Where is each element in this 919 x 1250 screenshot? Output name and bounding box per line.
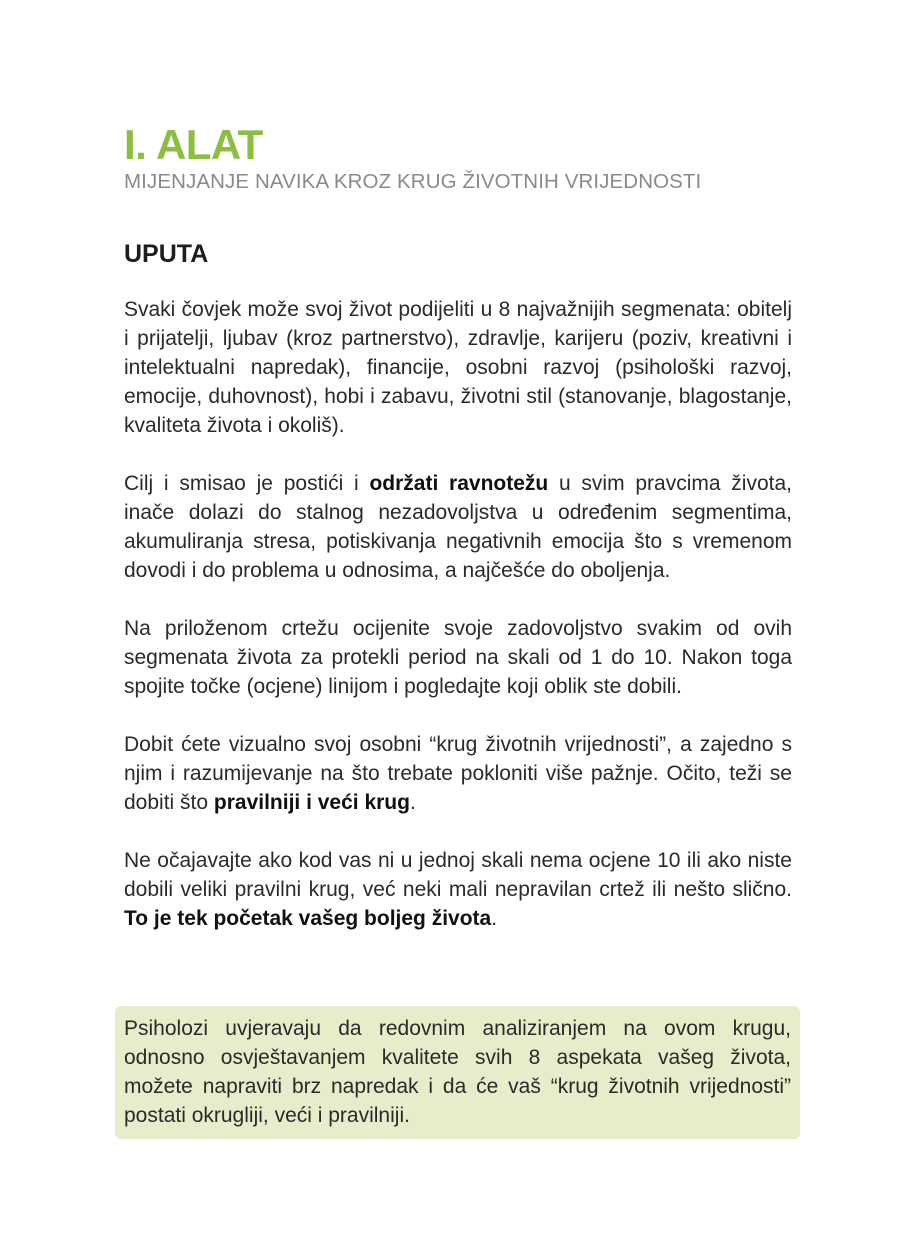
page-title: I. ALAT <box>124 121 263 168</box>
paragraph-text: Ne očajavajte ako kod vas ni u jednoj skali nema ocjene 10 ili ako niste dobili veliki pravilni krug, već neki mali nepravilan crtež ili nešto slično. <box>124 849 792 901</box>
tip-box <box>115 1006 800 1139</box>
paragraph-emphasis: održati ravnotežu <box>369 472 549 495</box>
page-subtitle: MIJENJANJE NAVIKA KROZ KRUG ŽIVOTNIH VRIJEDNOSTI <box>124 170 702 193</box>
paragraph-balance <box>124 469 792 585</box>
paragraph-text: Cilj i smisao je postići i <box>124 472 370 495</box>
paragraph-encouragement <box>124 846 792 933</box>
paragraph-text: u svim pravcima života, inače dolazi do stalnog nezadovoljstva u određenim segmentima, akumuliranja stresa, potiskivanja negativnih emocija što s vremenom dovodi i do problema u odnosima, a najčešće do oboljenja. <box>124 472 792 582</box>
paragraph-segments: Svaki čovjek može svoj život podijeliti u 8 najvažnijih segmenata: obitelj i prijatelji, ljubav (kroz partnerstvo), zdravlje, karijeru (poziv, kreativni i intelektualni napredak), financije, osobni razvoj (psihološki razvoj, emocije, duhovnost), hobi i zabavu, životni stil (stanovanje, blagostanje, kvaliteta života i okoliš). <box>124 298 792 437</box>
paragraph-emphasis: To je tek početak vašeg boljeg života <box>124 907 492 930</box>
paragraph-emphasis: pravilniji i veći krug <box>213 791 410 814</box>
paragraph-circle <box>124 730 792 817</box>
paragraph-rating: Na priloženom crtežu ocijenite svoje zadovoljstvo svakim od ovih segmenata života za protekli period na skali od 1 do 10. Nakon toga spojite točke (ocjene) linijom i pogledajte koji oblik ste dobili. <box>124 617 792 698</box>
section-heading: UPUTA <box>124 240 209 268</box>
paragraph-text: . <box>409 791 416 814</box>
paragraph-text: . <box>491 907 498 930</box>
page-content <box>124 122 792 933</box>
tip-text: Psiholozi uvjeravaju da redovnim analiziranjem na ovom krugu, odnosno osvještavanjem kvalitete svih 8 aspekata vašeg života, možete napraviti brz napredak i da će vaš “krug životnih vrijednosti” postati okrugliji, veći i pravilniji. <box>124 1017 791 1127</box>
paragraph-text: Dobit ćete vizualno svoj osobni “krug životnih vrijednosti”, a zajedno s njim i razumijevanje na što trebate pokloniti više pažnje. Očito, teži se dobiti što <box>124 733 792 814</box>
